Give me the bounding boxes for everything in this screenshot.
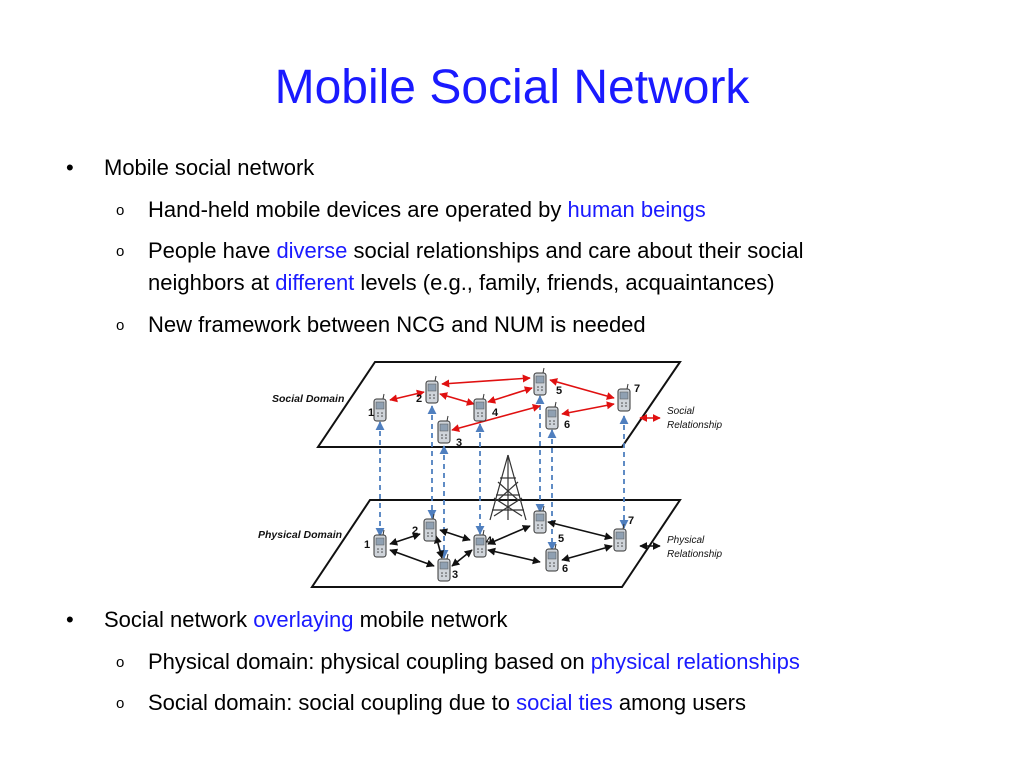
highlight-social-ties: social ties [516,690,613,715]
node-phone-icon [438,554,450,581]
sub-bullet-circle-icon: o [116,695,125,712]
bullet-text: Social network [104,607,254,632]
bullet-text-rest: mobile network [353,607,508,632]
node-phone-icon [474,530,486,557]
highlight-diverse: diverse [276,238,348,263]
node-label: 3 [452,569,459,581]
node-phone-icon [438,416,450,443]
bullet-dot-icon: • [66,155,74,180]
physical-relationship-legend [640,535,722,560]
cell-tower-icon [490,455,526,520]
sub-bullet-text-rest: levels (e.g., family, friends, acquaintances) [354,270,775,295]
node-phone-icon [424,514,436,541]
node-label: 2 [416,393,423,405]
sub-bullet-circle-icon: o [116,317,125,334]
node-label: 5 [556,385,563,397]
highlight-physical-relationships: physical relationships [590,649,800,674]
legend-text: Relationship [667,420,723,431]
sub-bullet-text-rest: social relationships and care about their social [347,238,804,263]
sub-bullet-circle-icon: o [116,202,125,219]
bullet-text: Mobile social network [104,155,315,180]
sub-bullet-text: Physical domain: physical coupling based on [148,649,591,674]
node-phone-icon [534,506,546,533]
node-phone-icon [426,376,438,403]
sub-bullet-text: New framework between NCG and NUM is needed [148,312,646,337]
node-phone-icon [474,394,486,421]
highlight-different: different [275,270,355,295]
node-label: 1 [368,407,375,419]
node-label: 4 [486,535,493,547]
bullet-dot-icon: • [66,607,74,632]
sub-bullet-text: neighbors at [148,270,276,295]
node-phone-icon [614,524,626,551]
physical-node-labels [364,515,634,581]
node-label: 4 [492,407,499,419]
node-label: 3 [456,437,463,449]
physical-domain-label: Physical Domain [258,529,343,541]
node-phone-icon [534,368,546,395]
node-label: 7 [628,515,635,527]
physical-relationship-edges [390,522,612,566]
sub-bullet-text: Hand-held mobile devices are operated by [148,197,568,222]
node-label: 1 [364,539,371,551]
sub-bullet-text-rest: among users [612,690,747,715]
node-label: 5 [558,533,565,545]
node-label: 6 [562,563,569,575]
social-domain-label: Social Domain [272,393,345,405]
node-phone-icon [374,394,386,421]
highlight-human-beings: human beings [567,197,706,222]
sub-bullet-text: People have [148,238,277,263]
legend-text: Relationship [667,549,723,560]
legend-text: Physical [667,535,705,546]
node-label: 6 [564,419,571,431]
node-label: 7 [634,383,641,395]
node-label: 2 [412,525,419,537]
page-title: Mobile Social Network [274,61,750,114]
highlight-overlaying: overlaying [253,607,354,632]
social-relationship-edges [390,378,614,430]
sub-bullet-circle-icon: o [116,243,125,260]
physical-nodes [374,506,626,581]
node-phone-icon [546,402,558,429]
sub-bullet-text: Social domain: social coupling due to [148,690,517,715]
sub-bullet-circle-icon: o [116,654,125,671]
node-phone-icon [618,384,630,411]
legend-text: Social [667,406,695,417]
social-relationship-legend [640,406,722,431]
